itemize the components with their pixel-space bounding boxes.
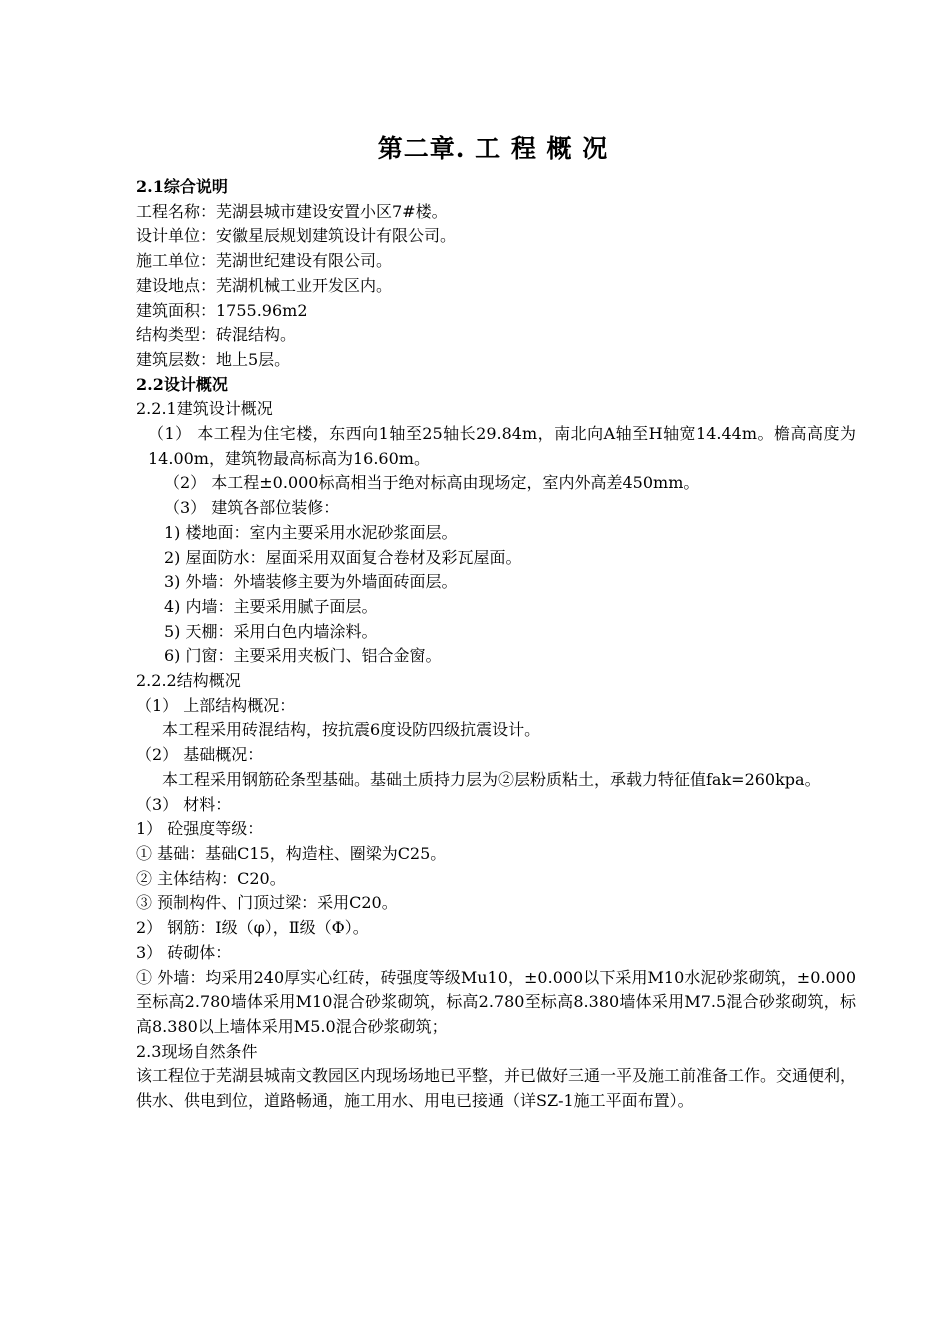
architecture-paragraph-2: （2） 本工程±0.000标高相当于绝对标高由现场定，室内外高差450mm。 — [164, 473, 700, 493]
rebar-line: 2） 钢筋：Ⅰ级（φ），Ⅱ级（Φ）。 — [136, 918, 369, 938]
superstructure-heading: （1） 上部结构概况： — [136, 695, 296, 715]
finish-item: 5) 天棚：采用白色内墙涂料。 — [164, 621, 378, 641]
superstructure-text: 本工程采用砖混结构，按抗震6度设防四级抗震设计。 — [162, 720, 541, 740]
masonry-heading: 3） 砖砌体： — [136, 942, 232, 962]
finish-item: 6) 门窗：主要采用夹板门、铝合金窗。 — [164, 646, 442, 666]
location-line: 建设地点：芜湖机械工业开发区内。 — [136, 275, 393, 295]
finish-item: 4) 内墙：主要采用腻子面层。 — [164, 596, 378, 616]
concrete-grade-item: ① 基础：基础C15，构造柱、圈梁为C25。 — [136, 843, 447, 863]
finish-item: 1) 楼地面：室内主要采用水泥砂浆面层。 — [164, 522, 458, 542]
section-heading-2-1: 2.1综合说明 — [136, 177, 228, 196]
masonry-text: ① 外墙：均采用240厚实心红砖，砖强度等级Mu10，±0.000以下采用M10水泥砂浆砌筑，±0.000至标高2.780墙体采用M10混合砂浆砌筑，标高2.780至标高8.380墙体采用M7.5混合砂浆砌筑，标高8.380以上墙体采用M5.0混合砂浆砌筑； — [136, 967, 856, 1036]
subsection-heading-2-2-2: 2.2.2结构概况 — [136, 671, 241, 691]
area-line: 建筑面积：1755.96m2 — [136, 300, 308, 320]
chapter-title: 第二章. 工 程 概 况 — [377, 134, 609, 163]
concrete-grade-item: ③ 预制构件、门顶过梁：采用C20。 — [136, 893, 398, 913]
floors-line: 建筑层数：地上5层。 — [136, 349, 291, 369]
project-name-line: 工程名称：芜湖县城市建设安置小区7#楼。 — [136, 201, 448, 221]
concrete-grade-heading: 1） 砼强度等级： — [136, 819, 264, 839]
construction-unit-line: 施工单位：芜湖世纪建设有限公司。 — [136, 251, 393, 271]
foundation-heading: （2） 基础概况： — [136, 745, 264, 765]
finish-item: 3) 外墙：外墙装修主要为外墙面砖面层。 — [164, 572, 458, 592]
architecture-paragraph-1: （1） 本工程为住宅楼，东西向1轴至25轴长29.84m，南北向A轴至H轴宽14.44m。檐高高度为14.00m，建筑物最高标高为16.60m。 — [148, 424, 856, 468]
finish-item: 2) 屋面防水：屋面采用双面复合卷材及彩瓦屋面。 — [164, 547, 522, 567]
subsection-heading-2-2-1: 2.2.1建筑设计概况 — [136, 399, 273, 419]
document-body — [136, 175, 856, 1114]
foundation-text: 本工程采用钢筋砼条型基础。基础土质持力层为②层粉质粘土，承载力特征值fak=260kpa。 — [162, 769, 821, 789]
design-unit-line: 设计单位：安徽星辰规划建筑设计有限公司。 — [136, 226, 457, 246]
site-conditions-text: 该工程位于芜湖县城南文教园区内现场场地已平整，并已做好三通一平及施工前准备工作。交通便利，供水、供电到位，道路畅通，施工用水、用电已接通（详SZ-1施工平面布置）。 — [136, 1066, 857, 1111]
structure-type-line: 结构类型：砖混结构。 — [136, 325, 297, 345]
materials-heading: （3） 材料： — [136, 794, 232, 814]
concrete-grade-item: ② 主体结构：C20。 — [136, 868, 286, 888]
section-heading-2-3: 2.3现场自然条件 — [136, 1041, 258, 1061]
architecture-paragraph-3: （3） 建筑各部位装修： — [164, 498, 340, 518]
section-heading-2-2: 2.2设计概况 — [136, 374, 228, 394]
